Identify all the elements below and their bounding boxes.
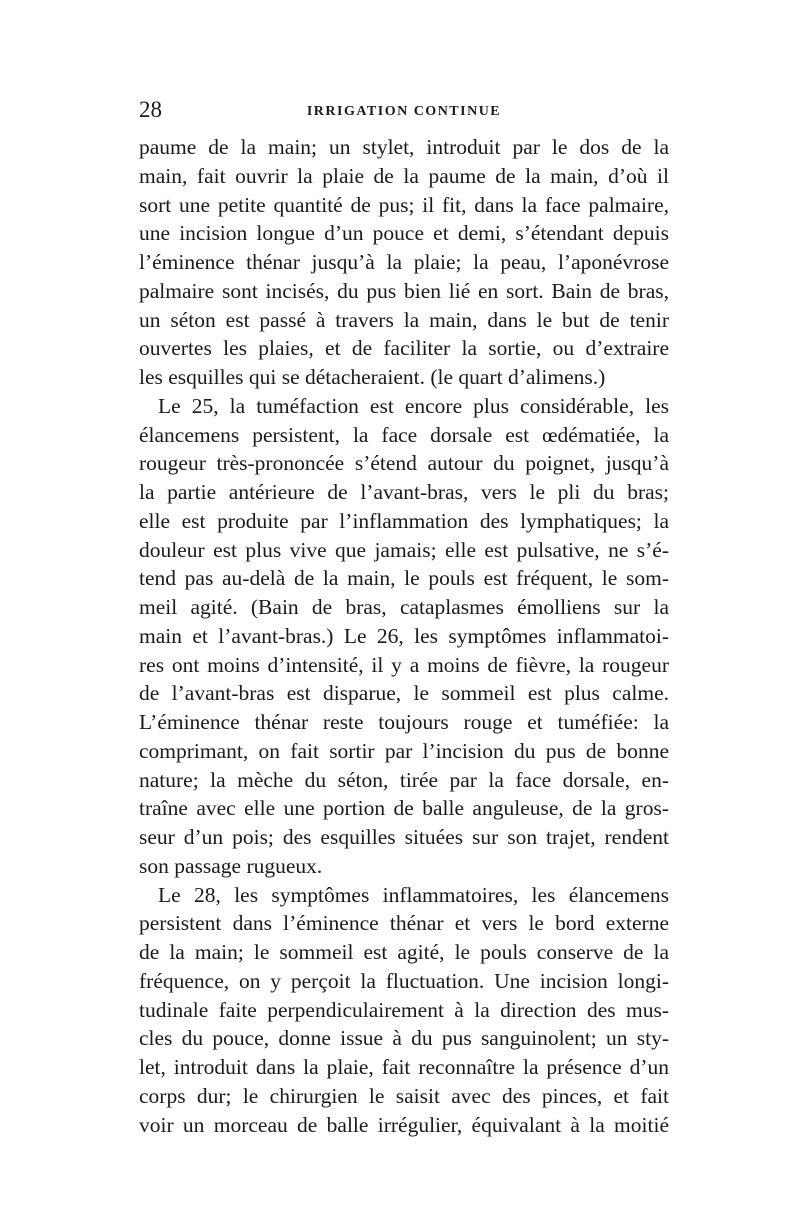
text-line: main et l’avant-bras.) Le 26, les symptômes inflammatoi- — [139, 623, 669, 648]
text-line: L’éminence thénar reste toujours rouge et tuméfiée: la — [139, 710, 669, 734]
text-line: voir un morceau de balle irrégulier, équivalant à la moitié — [139, 1112, 669, 1137]
text-line: let, introduit dans la plaie, fait reconnaître la présence d’un — [139, 1055, 669, 1079]
paragraph-first-line: Le 25, la tuméfaction est encore plus considérable, les — [158, 393, 669, 418]
text-line: nature; la mèche du séton, tirée par la face dorsale, en- — [139, 767, 669, 792]
text-line: son passage rugueux. — [139, 853, 323, 878]
text-line: traîne avec elle une portion de balle anguleuse, de la gros- — [139, 796, 669, 821]
body-text — [139, 133, 669, 1139]
text-line: res ont moins d’intensité, il y a moins de fièvre, la rougeur — [139, 652, 669, 677]
text-line: fréquence, on y perçoit la fluctuation. Une incision longi- — [139, 968, 669, 993]
text-line: les esquilles qui se détacheraient. (le quart d’alimens.) — [139, 365, 606, 389]
text-line: tend pas au-delà de la main, le pouls est fréquent, le som- — [139, 566, 669, 591]
text-line: de la main; le sommeil est agité, le pouls conserve de la — [139, 940, 669, 964]
page-number: 28 — [139, 97, 162, 122]
text-line: comprimant, on fait sortir par l’incision du pus de bonne — [139, 738, 669, 763]
running-head: IRRIGATION CONTINUE — [306, 104, 502, 119]
text-line: ouvertes les plaies, et de faciliter la sortie, ou d’extraire — [139, 336, 669, 361]
text-line: élancemens persistent, la face dorsale est œdématiée, la — [139, 422, 669, 447]
text-line: l’éminence thénar jusqu’à la plaie; la peau, l’aponévrose — [139, 250, 669, 274]
text-line: sort une petite quantité de pus; il fit, dans la face palmaire, — [139, 192, 669, 217]
text-line: meil agité. (Bain de bras, cataplasmes émolliens sur la — [139, 595, 669, 619]
text-line: persistent dans l’éminence thénar et vers le bord externe — [139, 911, 669, 936]
text-line: main, fait ouvrir la plaie de la paume de la main, d’où il — [139, 163, 669, 188]
page-header — [139, 97, 669, 127]
paragraph-first-line: Le 28, les symptômes inflammatoires, les élancemens — [158, 882, 669, 907]
text-line: tudinale faite perpendiculairement à la direction des mus- — [139, 997, 669, 1022]
text-line: rougeur très-prononcée s’étend autour du poignet, jusqu’à — [139, 451, 669, 476]
text-line: la partie antérieure de l’avant-bras, vers le pli du bras; — [139, 480, 669, 504]
text-line: une incision longue d’un pouce et demi, s’étendant depuis — [139, 221, 669, 246]
text-line: elle est produite par l’inflammation des lymphatiques; la — [139, 508, 669, 533]
text-line: un séton est passé à travers la main, dans le but de tenir — [139, 307, 669, 332]
text-line: seur d’un pois; des esquilles situées sur son trajet, rendent — [139, 825, 669, 849]
text-line: cles du pouce, donne issue à du pus sanguinolent; un sty- — [139, 1026, 669, 1051]
text-line: palmaire sont incisés, du pus bien lié en sort. Bain de bras, — [139, 278, 669, 303]
text-line: corps dur; le chirurgien le saisit avec des pinces, et fait — [139, 1083, 669, 1108]
text-line: paume de la main; un stylet, introduit par le dos de la — [139, 135, 669, 159]
text-line: douleur est plus vive que jamais; elle est pulsative, ne s’é- — [139, 537, 669, 562]
text-line: de l’avant-bras est disparue, le sommeil est plus calme. — [139, 681, 669, 706]
